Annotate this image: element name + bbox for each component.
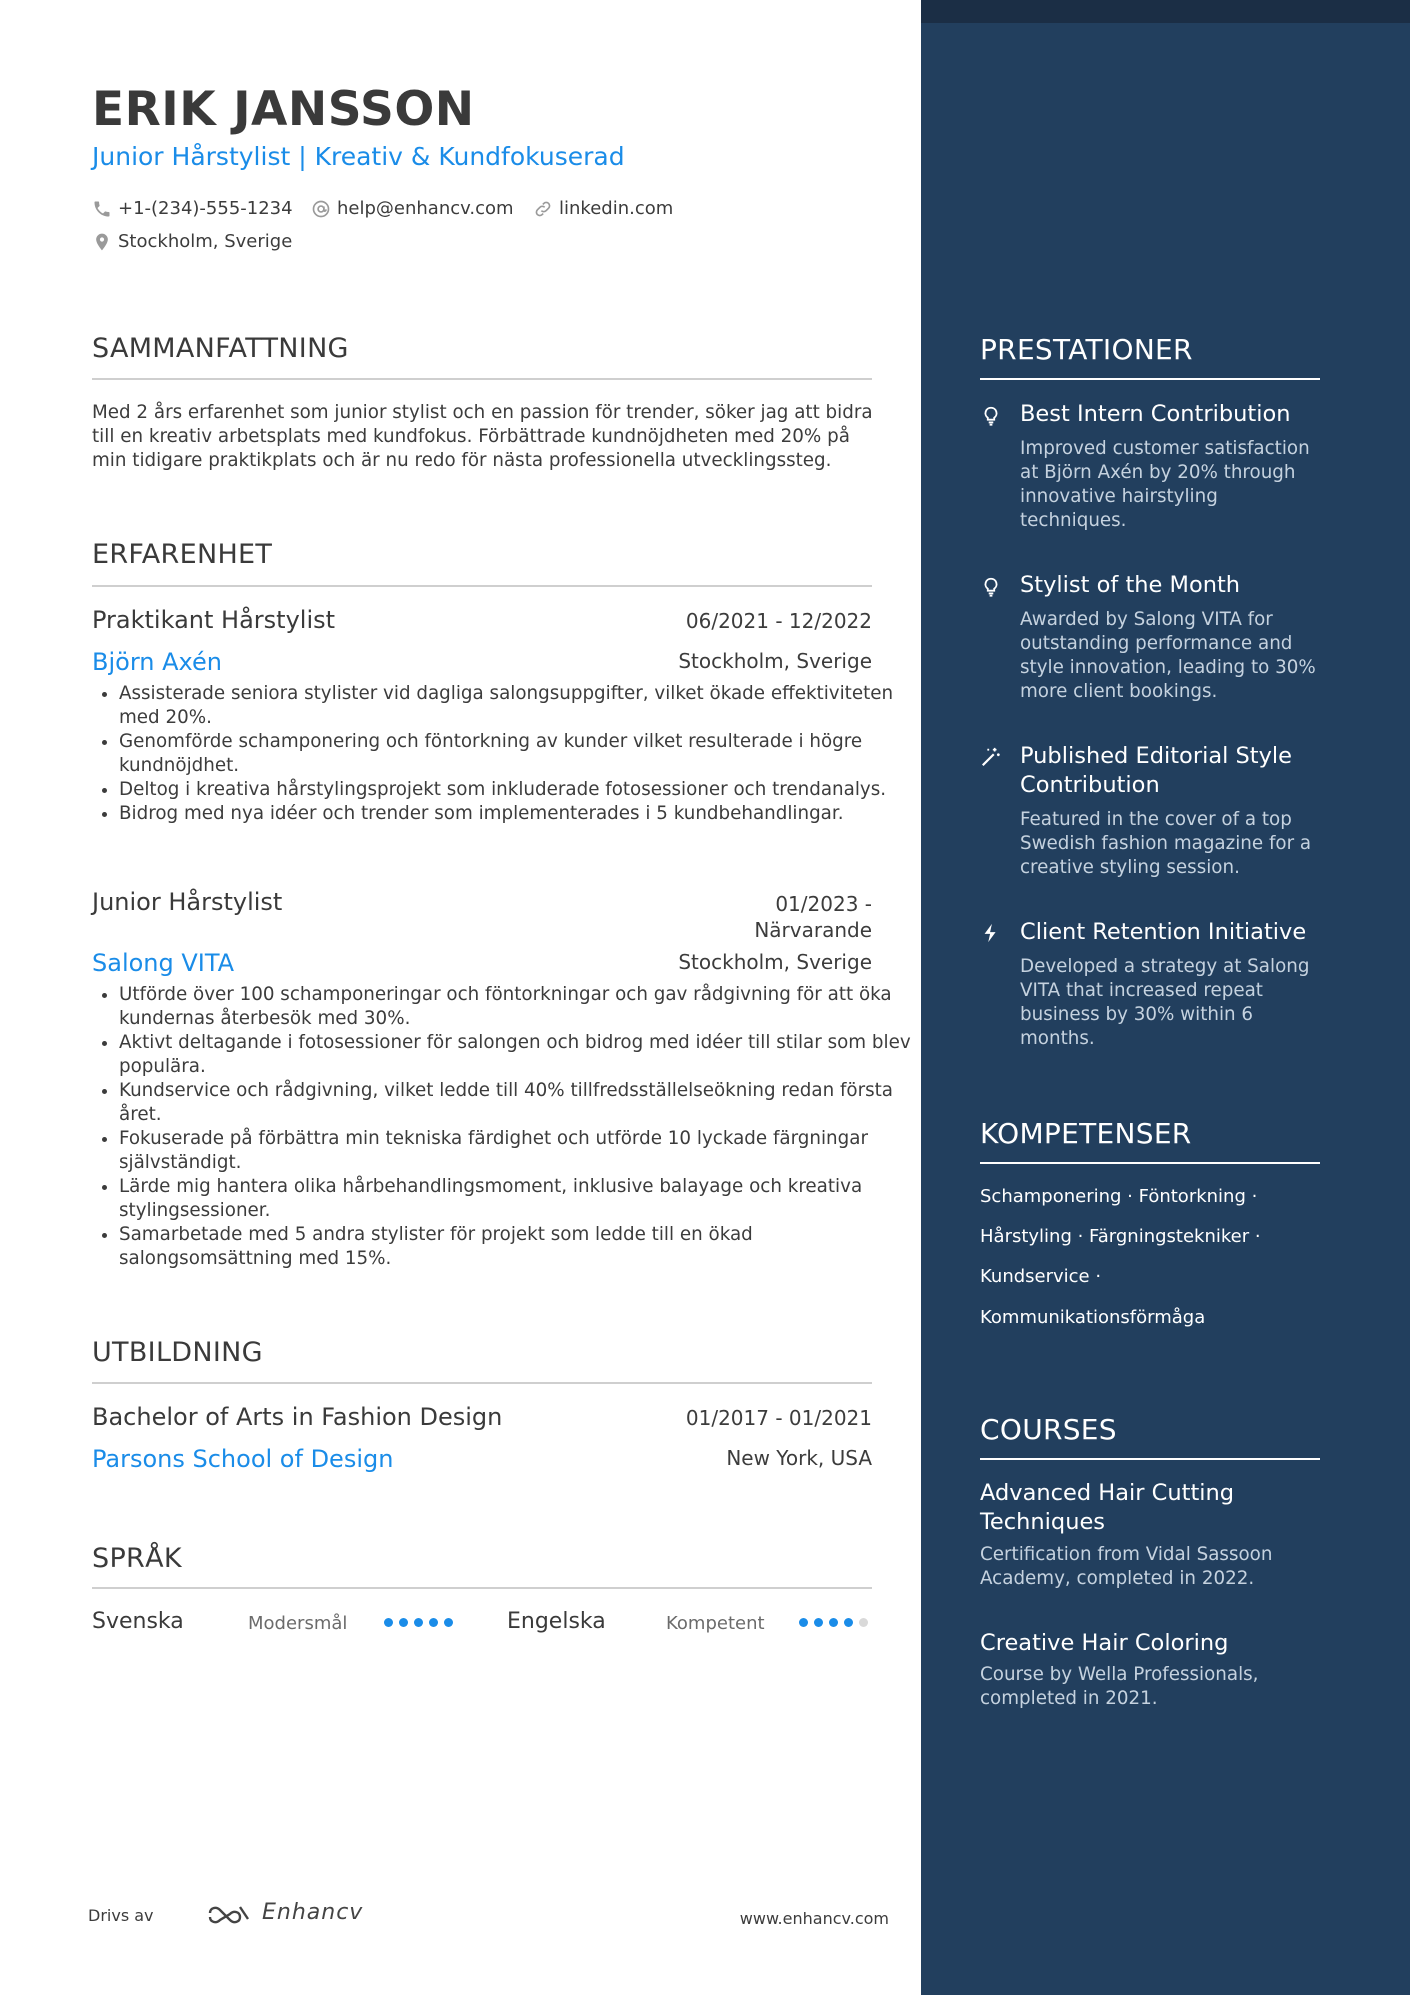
job-date: 06/2021 - 12/2022	[685, 609, 872, 633]
job-bullet: • Bidrog med nya idéer och trender som implementerades i 5 kundbehandlingar.	[119, 802, 919, 826]
achievement-description: Improved customer satisfaction at Björn Axén by 20% through innovative hairstyling techniques.	[1020, 438, 1310, 531]
lightbulb-icon	[980, 405, 1002, 427]
courses-divider	[980, 1458, 1320, 1460]
job-bullet: • Genomförde schamponering och föntorkning av kunder vilket resulterade i högre kundnöjdhet.	[119, 730, 919, 778]
footer-url[interactable]: www.enhancv.com	[739, 1909, 889, 1928]
achievement-title: Best Intern Contribution	[1020, 401, 1291, 427]
magic-wand-icon	[980, 746, 1002, 768]
email-text: help@enhancv.com	[337, 198, 514, 219]
job-bullet: • Kundservice och rådgivning, vilket ledde till 40% tillfredsställelseökning redan första året.	[119, 1079, 919, 1127]
lightning-icon	[980, 922, 1002, 944]
candidate-tagline: Junior Hårstylist | Kreativ & Kundfokuserad	[92, 142, 625, 171]
job-date-end: Närvarande	[754, 918, 872, 942]
courses-title: COURSES	[980, 1413, 1117, 1446]
job-location: Stockholm, Sverige	[678, 649, 872, 673]
job-bullet: • Utförde över 100 schamponeringar och föntorkningar och gav rådgivning för att öka kundernas återbesök med 30%.	[119, 983, 919, 1031]
education-divider	[92, 1382, 872, 1384]
contact-linkedin[interactable]	[533, 198, 673, 219]
contact-email[interactable]	[311, 198, 514, 219]
rating-dot-filled	[829, 1618, 838, 1627]
job-role: Praktikant Hårstylist	[92, 606, 336, 634]
course-title: Creative Hair Coloring	[980, 1630, 1229, 1656]
job-bullet: • Samarbetade med 5 andra stylister för projekt som ledde till en ökad salongsomsättning med 15%.	[119, 1223, 919, 1271]
skills-line: Kundservice ·	[980, 1266, 1102, 1287]
job-bullet: • Assisterade seniora stylister vid dagliga salongsuppgifter, vilket ökade effektiviteten med 20%.	[119, 682, 919, 730]
education-location: New York, USA	[726, 1446, 872, 1470]
footer-label: Drivs av	[88, 1906, 154, 1925]
job-date-start: 01/2023 -	[775, 892, 872, 916]
education-degree: Bachelor of Arts in Fashion Design	[92, 1403, 503, 1431]
language-level: Modersmål	[248, 1613, 348, 1634]
job-role: Junior Hårstylist	[92, 888, 283, 916]
education-date: 01/2017 - 01/2021	[685, 1406, 872, 1430]
rating-dot-filled	[384, 1618, 393, 1627]
footer-brand: Enhancv	[262, 1900, 364, 1925]
sidebar	[921, 0, 1410, 1995]
at-icon	[311, 199, 331, 219]
achievement-description: Developed a strategy at Salong VITA that increased repeat business by 30% within 6 months.	[1020, 956, 1310, 1049]
skills-line: Kommunikationsförmåga	[980, 1307, 1206, 1328]
languages-divider	[92, 1587, 872, 1589]
location-text: Stockholm, Sverige	[118, 231, 293, 252]
education-school[interactable]: Parsons School of Design	[92, 1445, 394, 1473]
job-bullet: • Fokuserade på förbättra min tekniska färdighet och utförde 10 lyckade färgningar självständigt.	[119, 1127, 919, 1175]
achievement-description: Featured in the cover of a top Swedish fashion magazine for a creative styling session.	[1020, 809, 1312, 878]
job-bullets	[92, 682, 919, 826]
language-name: Svenska	[92, 1609, 184, 1634]
achievements-title: PRESTATIONER	[980, 333, 1193, 366]
job-company[interactable]: Björn Axén	[92, 648, 222, 676]
rating-dot-filled	[444, 1618, 453, 1627]
rating-dot-filled	[844, 1618, 853, 1627]
summary-text: Med 2 års erfarenhet som junior stylist och en passion för trender, söker jag att bidra till en kreativ arbetsplats med kundfokus. Förbättrade kundnöjdheten med 20% på min tidigare praktikplats och är nu redo för nästa professionella utvecklingssteg.	[92, 402, 873, 471]
lightbulb-icon	[980, 576, 1002, 598]
contact-phone[interactable]	[92, 198, 293, 219]
enhancv-logo-icon	[206, 1901, 254, 1925]
contact-location	[92, 231, 292, 252]
job-bullets	[92, 983, 919, 1271]
achievement-title: Stylist of the Month	[1020, 572, 1241, 598]
summary-title: SAMMANFATTNING	[92, 333, 349, 364]
rating-dot-empty	[859, 1618, 868, 1627]
language-level: Kompetent	[666, 1613, 765, 1634]
summary-divider	[92, 378, 872, 380]
sidebar-top-band	[921, 0, 1410, 23]
languages-title: SPRÅK	[92, 1543, 182, 1574]
rating-dot-filled	[399, 1618, 408, 1627]
rating-dot-filled	[414, 1618, 423, 1627]
footer-logo[interactable]	[206, 1900, 363, 1925]
skills-title: KOMPETENSER	[980, 1117, 1192, 1150]
language-rating	[384, 1618, 453, 1627]
course-description: Course by Wella Professionals, completed in 2021.	[980, 1664, 1259, 1709]
rating-dot-filled	[814, 1618, 823, 1627]
course-description: Certification from Vidal Sassoon Academy, completed in 2022.	[980, 1544, 1273, 1589]
phone-text: +1-(234)-555-1234	[118, 198, 293, 219]
skills-divider	[980, 1162, 1320, 1164]
job-date	[754, 891, 872, 943]
job-bullet: • Aktivt deltagande i fotosessioner för salongen och bidrog med idéer till stilar som blev populära.	[119, 1031, 919, 1079]
job-company[interactable]: Salong VITA	[92, 949, 235, 977]
skills-line: Hårstyling · Färgningstekniker ·	[980, 1226, 1261, 1247]
achievement-description: Awarded by Salong VITA for outstanding performance and style innovation, leading to 30% more client bookings.	[1020, 609, 1316, 702]
achievement-title: Client Retention Initiative	[1020, 919, 1307, 945]
experience-divider	[92, 585, 872, 587]
candidate-name: ERIK JANSSON	[92, 82, 475, 137]
language-name: Engelska	[507, 1609, 606, 1634]
rating-dot-filled	[799, 1618, 808, 1627]
education-title: UTBILDNING	[92, 1337, 263, 1368]
job-bullet: • Deltog i kreativa hårstylingsprojekt som inkluderade fotosessioner och trendanalys.	[119, 778, 919, 802]
course-title: Advanced Hair Cutting Techniques	[980, 1480, 1235, 1535]
achievements-divider	[980, 378, 1320, 380]
phone-icon	[92, 199, 112, 219]
achievement-title: Published Editorial Style Contribution	[1020, 743, 1293, 798]
experience-title: ERFARENHET	[92, 539, 273, 570]
location-pin-icon	[92, 232, 112, 252]
link-icon	[533, 199, 553, 219]
job-location: Stockholm, Sverige	[678, 950, 872, 974]
job-bullet: • Lärde mig hantera olika hårbehandlingsmoment, inklusive balayage och kreativa stylingsessioner.	[119, 1175, 919, 1223]
linkedin-text: linkedin.com	[559, 198, 674, 219]
rating-dot-filled	[429, 1618, 438, 1627]
language-rating	[799, 1618, 868, 1627]
skills-line: Schamponering · Föntorkning ·	[980, 1186, 1258, 1207]
